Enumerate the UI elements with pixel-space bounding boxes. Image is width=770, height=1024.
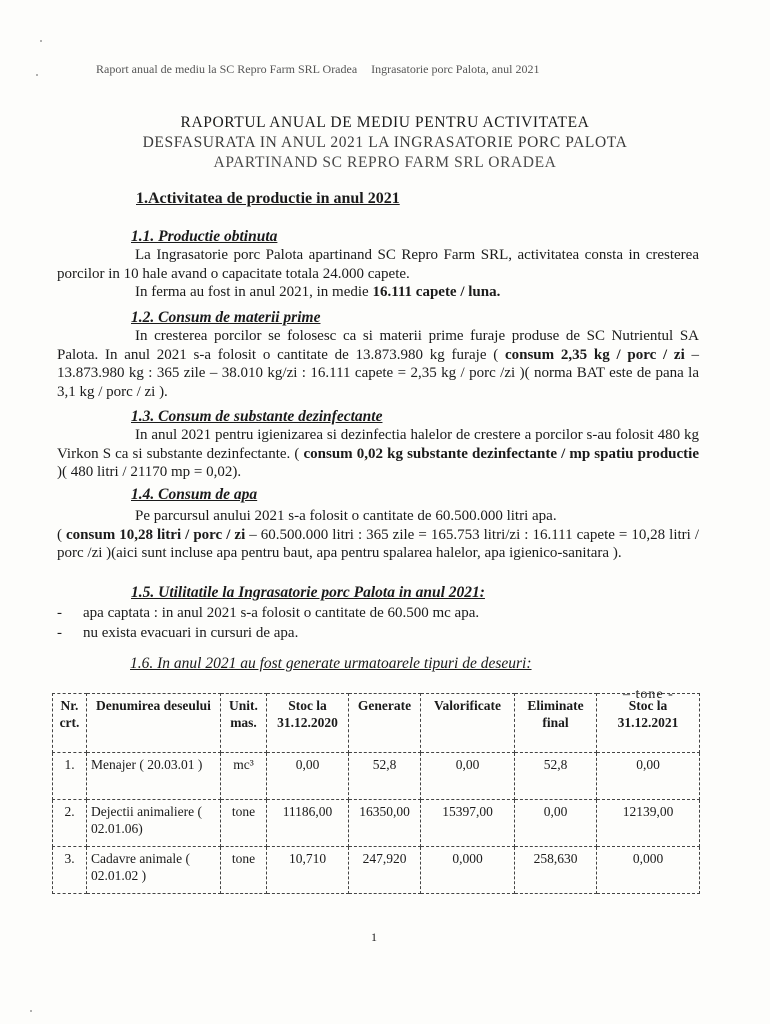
col-stock-2021: Stoc la 31.12.2021 xyxy=(597,694,700,753)
cell: Cadavre animale ( 02.01.02 ) xyxy=(87,847,221,894)
cell: 15397,00 xyxy=(421,800,515,847)
feed-consumption: consum 2,35 kg / porc / zi xyxy=(504,346,685,363)
cell: 0,00 xyxy=(515,800,597,847)
waste-table xyxy=(52,693,700,894)
col-generated: Generate xyxy=(349,694,421,753)
section-1-heading: 1.Activitatea de productie in anul 2021 xyxy=(136,190,400,207)
disinfectant-calc: )( 480 litri / 21170 mp = 0,02). xyxy=(57,464,242,480)
feed-text: In cresterea porcilor se folosesc ca si materii prime furaje produse de SC Nutrientul SA Palota. In anul 2021 s-a folosit o cantitate de 13.873.980 kg furaje ( xyxy=(57,328,699,363)
water-calc: – 60.500.000 litri : 365 zile = 165.753 litri/zi : 16.111 capete = 10,28 litri / porc /zi )(aici sunt incluse apa pentru baut, apa pentru spalarea halelor, apa igienico-sanitara ). xyxy=(57,526,699,561)
col-unit: Unit. mas. xyxy=(221,694,267,753)
list-item: - nu exista evacuari in cursuri de apa. xyxy=(57,625,299,641)
production-average-value: 16.111 capete / luna. xyxy=(372,284,501,300)
section-1-2-text xyxy=(57,327,699,401)
cell: 16350,00 xyxy=(349,800,421,847)
cell: 52,8 xyxy=(349,753,421,800)
section-1-4-text xyxy=(57,507,699,563)
cell: 10,710 xyxy=(267,847,349,894)
section-1-2-heading: 1.2. Consum de materii prime xyxy=(131,309,321,326)
cell: tone xyxy=(221,800,267,847)
water-text: Pe parcursul anului 2021 s-a folosit o cantitate de 60.500.000 litri apa. xyxy=(135,508,557,524)
scan-speck xyxy=(40,40,42,42)
table-row xyxy=(53,847,700,894)
col-name: Denumirea deseului xyxy=(87,694,221,753)
page-header xyxy=(96,62,676,77)
scan-speck xyxy=(36,74,38,76)
section-1-1-text xyxy=(57,246,699,302)
cell: 1. xyxy=(53,753,87,800)
scan-speck xyxy=(30,1010,32,1012)
cell: 0,000 xyxy=(421,847,515,894)
cell: Menajer ( 20.03.01 ) xyxy=(87,753,221,800)
cell: 258,630 xyxy=(515,847,597,894)
production-average-text: In ferma au fost in anul 2021, in medie xyxy=(135,284,373,300)
cell: mc³ xyxy=(221,753,267,800)
unit-note: – tone - xyxy=(623,687,674,702)
water-consumption: consum 10,28 litri / porc / zi xyxy=(66,526,246,543)
utilities-list xyxy=(57,603,697,643)
col-eliminated: Eliminate final xyxy=(515,694,597,753)
page-number: 1 xyxy=(371,930,377,944)
cell: 52,8 xyxy=(515,753,597,800)
cell: 247,920 xyxy=(349,847,421,894)
table-row xyxy=(53,753,700,800)
cell: 0,00 xyxy=(421,753,515,800)
section-1-3-heading: 1.3. Consum de substante dezinfectante xyxy=(131,408,383,425)
cell: 12139,00 xyxy=(597,800,700,847)
cell: 3. xyxy=(53,847,87,894)
disinfectant-text: In anul 2021 pentru igienizarea si dezinfectia halelor de crestere a porcilor s-au folosit 480 kg Virkon S ca si substante dezinfectante. ( xyxy=(57,427,699,462)
report-title-line-1: RAPORTUL ANUAL DE MEDIU PENTRU ACTIVITATEA xyxy=(180,114,590,131)
feed-calc: – 13.873.980 kg : 365 zile – 38.010 kg/zi : 16.111 capete = 2,35 kg / porc /zi )( norma BAT este de pana la 3,1 kg / porc / zi ). xyxy=(57,346,699,400)
report-title-line-3: APARTINAND SC REPRO FARM SRL ORADEA xyxy=(213,154,557,171)
table-header-row xyxy=(53,694,700,753)
cell: 11186,00 xyxy=(267,800,349,847)
disinfectant-consumption: consum 0,02 kg substante dezinfectante / mp spatiu productie xyxy=(303,445,699,462)
section-1-1-heading: 1.1. Productie obtinuta xyxy=(131,228,278,245)
header-right: Ingrasatorie porc Palota, anul 2021 xyxy=(371,62,540,76)
list-item: - apa captata : in anul 2021 s-a folosit o cantitate de 60.500 mc apa. xyxy=(57,605,480,621)
water-paren: ( xyxy=(57,526,67,543)
cell: 0,00 xyxy=(597,753,700,800)
header-left: Raport anual de mediu la SC Repro Farm SRL Oradea xyxy=(96,62,358,76)
col-nr: Nr. crt. xyxy=(53,694,87,753)
utility-water: apa captata : in anul 2021 s-a folosit o cantitate de 60.500 mc apa. xyxy=(83,605,480,621)
report-title-line-2: DESFASURATA IN ANUL 2021 LA INGRASATORIE PORC PALOTA xyxy=(142,134,628,151)
utility-discharge: nu exista evacuari in cursuri de apa. xyxy=(83,625,299,641)
col-stock-2020: Stoc la 31.12.2020 xyxy=(267,694,349,753)
cell: 0,00 xyxy=(267,753,349,800)
cell: 0,000 xyxy=(597,847,700,894)
cell: Dejectii animaliere ( 02.01.06) xyxy=(87,800,221,847)
production-text: La Ingrasatorie porc Palota apartinand SC Repro Farm SRL, activitatea consta in cresterea porcilor in 10 hale avand o capacitate totala 24.000 capete. xyxy=(57,247,699,282)
cell: tone xyxy=(221,847,267,894)
cell: 2. xyxy=(53,800,87,847)
section-1-3-text xyxy=(57,426,699,482)
section-1-5-heading: 1.5. Utilitatile la Ingrasatorie porc Palota in anul 2021: xyxy=(131,584,485,601)
table-row xyxy=(53,800,700,847)
section-1-4-heading: 1.4. Consum de apa xyxy=(131,486,258,503)
section-1-6-heading: 1.6. In anul 2021 au fost generate urmatoarele tipuri de deseuri: xyxy=(130,655,532,672)
col-recovered: Valorificate xyxy=(421,694,515,753)
